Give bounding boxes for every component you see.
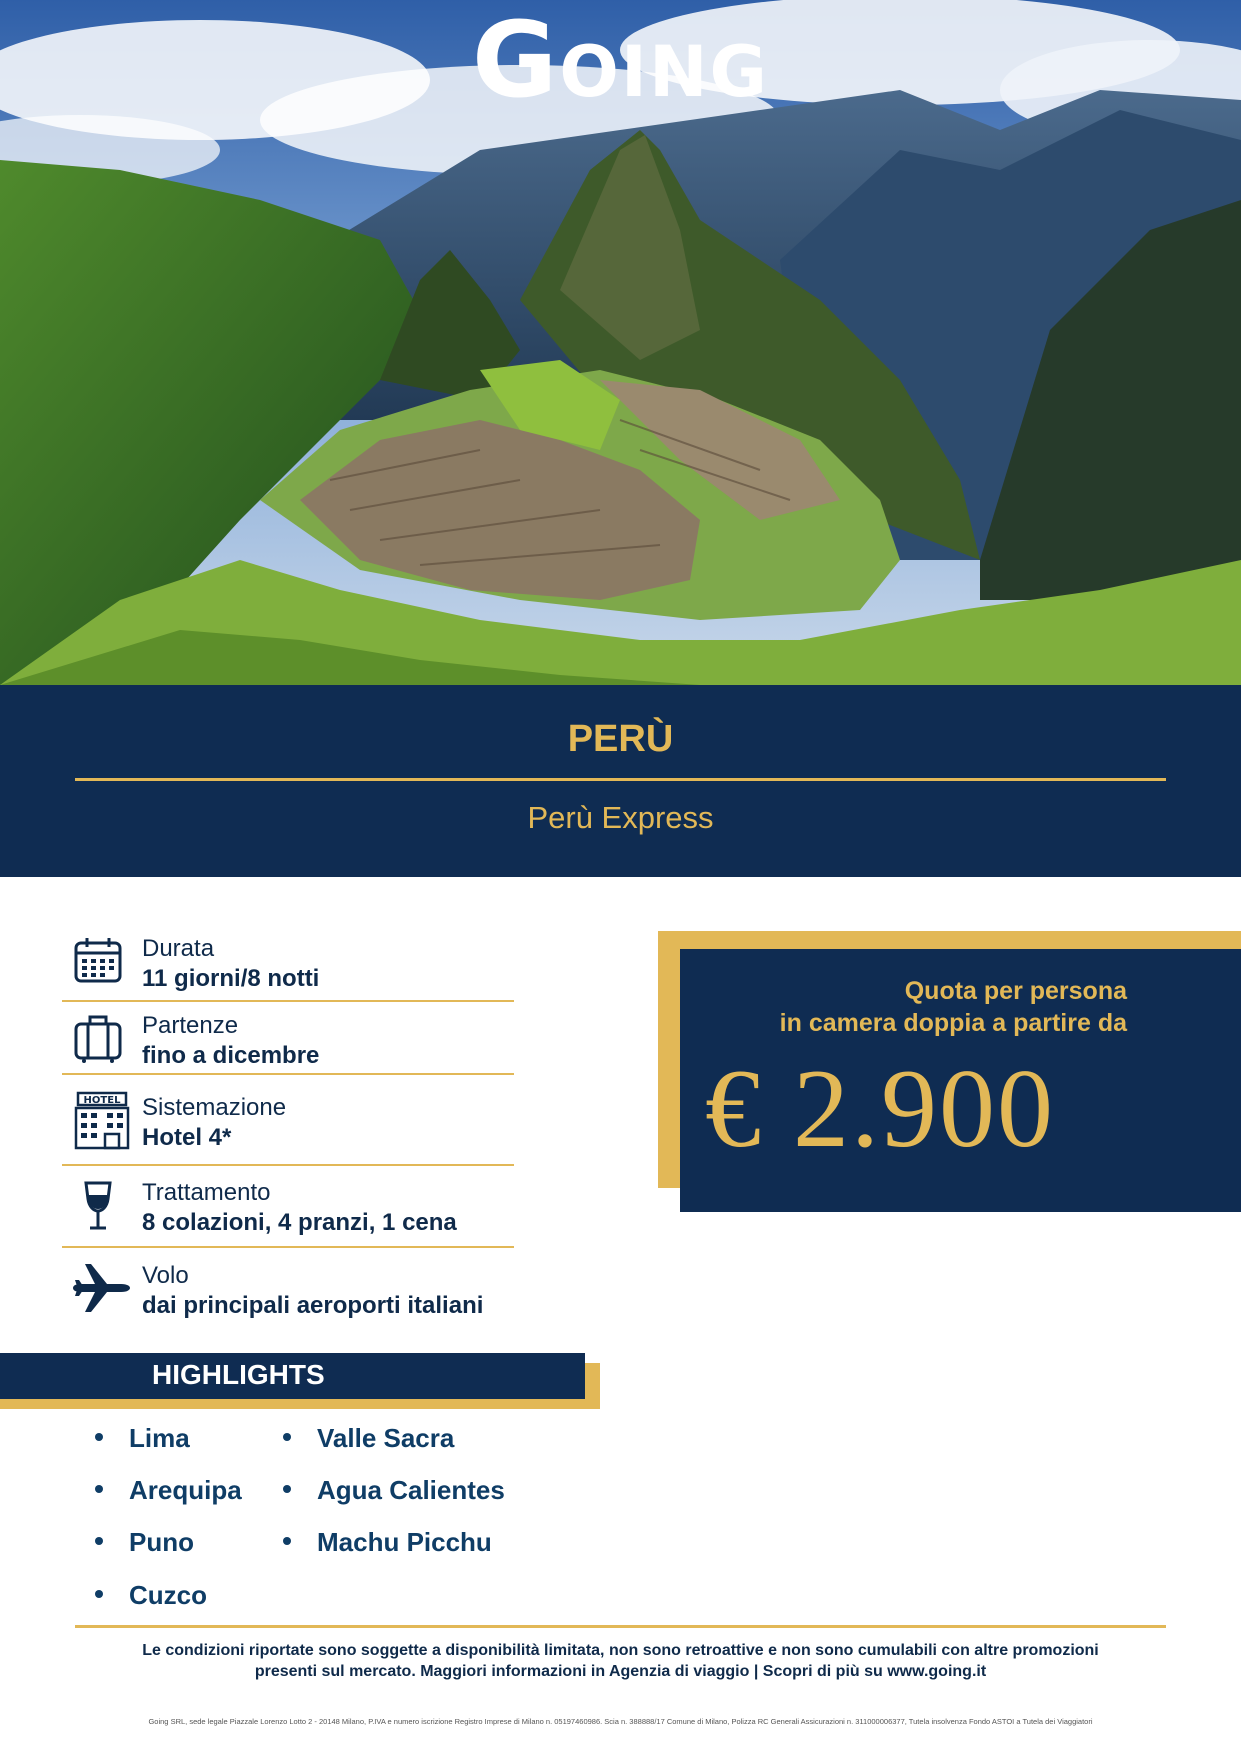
bullet-icon [283, 1537, 291, 1545]
duration-label: Durata [142, 935, 215, 962]
bullet-icon [283, 1433, 291, 1441]
accommodation-value: Hotel 4* [142, 1124, 232, 1151]
departures-label: Partenze [142, 1012, 239, 1039]
bullet-icon [95, 1433, 103, 1441]
price-amount: € 2.900 [705, 1047, 1055, 1171]
brand-logo: GOING [472, 0, 769, 121]
wine-glass-icon [72, 1179, 124, 1231]
highlight-item: Machu Picchu [283, 1527, 492, 1558]
departures-value: fino a dicembre [142, 1042, 320, 1069]
airplane-icon [70, 1262, 132, 1314]
suitcase-icon [72, 1012, 124, 1064]
hotel-icon [72, 1090, 132, 1150]
highlight-item: Arequipa [95, 1475, 242, 1506]
price-label-line1: Quota per persona [904, 977, 1127, 1005]
bullet-icon [283, 1485, 291, 1493]
footer-divider [75, 1625, 1166, 1628]
bullet-icon [95, 1485, 103, 1493]
bullet-icon [95, 1590, 103, 1598]
title-band [0, 685, 1241, 877]
meals-label: Trattamento [142, 1179, 271, 1206]
price-label [780, 975, 1127, 1039]
flight-value: dai principali aeroporti italiani [142, 1292, 484, 1319]
title-divider [75, 778, 1166, 781]
hero-image [0, 0, 1241, 685]
highlight-item: Puno [95, 1527, 194, 1558]
info-divider [62, 1164, 514, 1166]
calendar-icon [72, 935, 124, 987]
svg-text:HOTEL: HOTEL [83, 1095, 121, 1106]
info-divider [62, 1000, 514, 1002]
legal-text: Going SRL, sede legale Piazzale Lorenzo Lotto 2 - 20148 Milano, P.IVA e numero iscrizione Registro Imprese di Milano n. 05197460986. Scia n. 388888/17 Comune di Milano, Polizza RC Generali Assicurazioni n. 311000006377, Tutela insolvenza Fondo ASTOI a Tutela dei Viaggiatori [148, 1717, 1093, 1726]
highlights-title: HIGHLIGHTS [152, 1359, 325, 1390]
duration-value: 11 giorni/8 notti [142, 965, 320, 992]
highlight-item: Lima [95, 1423, 190, 1454]
highlight-item: Agua Calientes [283, 1475, 505, 1506]
flight-label: Volo [142, 1262, 189, 1289]
accommodation-label: Sistemazione [142, 1094, 287, 1121]
meals-value: 8 colazioni, 4 pranzi, 1 cena [142, 1209, 457, 1236]
highlight-item: Cuzco [95, 1580, 207, 1611]
highlight-item: Valle Sacra [283, 1423, 454, 1454]
info-divider [62, 1246, 514, 1248]
bullet-icon [95, 1537, 103, 1545]
price-label-line2: in camera doppia a partire da [779, 1009, 1127, 1037]
info-divider [62, 1073, 514, 1075]
trip-name: Perù Express [527, 800, 714, 835]
destination-title: PERÙ [567, 718, 674, 760]
conditions-text: Le condizioni riportate sono soggette a disponibilità limitata, non sono retroattive e non sono cumulabili con altre promozioni presenti sul mercato. Maggiori informazioni in Agenzia di viaggio | Scopri di più su www.going.it [142, 1642, 1099, 1680]
